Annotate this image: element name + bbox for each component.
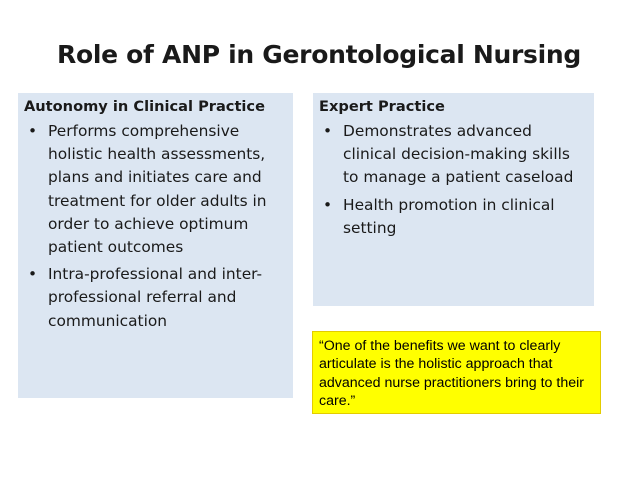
autonomy-panel <box>18 93 293 398</box>
autonomy-heading: Autonomy in Clinical Practice <box>24 98 265 115</box>
bullet-item: • Demonstrates advanced clinical decision-making skills to manage a patient caseload <box>319 120 588 190</box>
bullet-item: • Intra-professional and inter-professional referral and communication <box>24 263 287 333</box>
expert-practice-heading: Expert Practice <box>319 98 445 115</box>
autonomy-bullet-list <box>24 120 287 333</box>
expert-practice-panel <box>313 93 594 306</box>
expert-practice-bullet-list <box>319 120 588 240</box>
slide-title: Role of ANP in Gerontological Nursing <box>57 40 581 69</box>
bullet-item: • Performs comprehensive holistic health assessments, plans and initiates care and treatment for older adults in order to achieve optimum patient outcomes <box>24 120 287 259</box>
quote-box: “One of the benefits we want to clearly articulate is the holistic approach that advanced nurse practitioners bring to their care.” <box>312 331 601 414</box>
bullet-item: • Health promotion in clinical setting <box>319 194 588 240</box>
